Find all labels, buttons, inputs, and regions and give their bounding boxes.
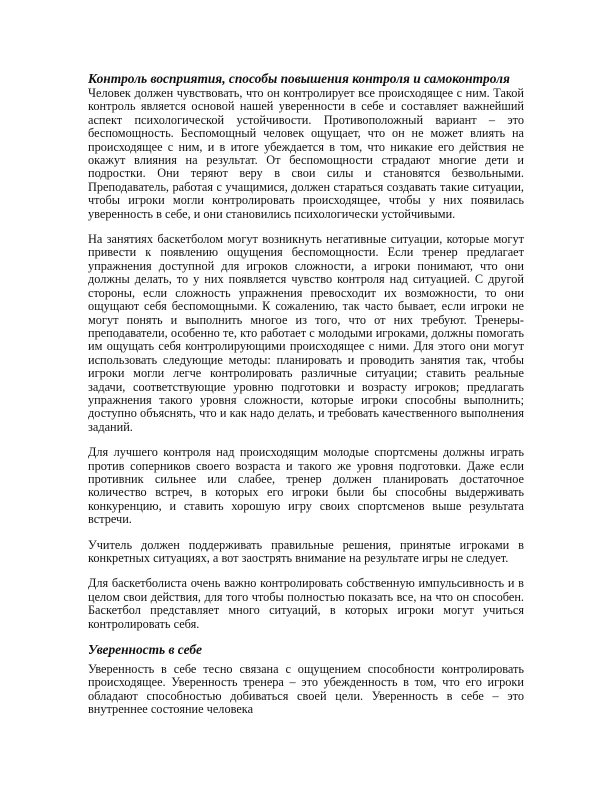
paragraph: На занятиях баскетболом могут возникнуть негативные ситуации, которые могут привести к появлению ощущения беспомощности. Если тренер предлагает упражнения доступной для игроков сложности, а игроки понимают, что они должны делать, то у них появляется чувство контроля над ситуацией. С другой стороны, если сложность упражнения превосходит их возможности, то они ощущают себя беспомощными. К сожалению, так часто бывает, если игроки не могут понять и выполнить многое из того, что от них требуют. Тренеры-преподаватели, особенно те, кто работает с молодыми игроками, должны помогать им ощущать себя контролирующими происходящее с ними. Для этого они могут использовать следующие методы: планировать и проводить занятия так, чтобы игроки могли легче контролировать различные ситуации; ставить реальные задачи, соответствующие уровню подготовки и возрасту игроков; предлагать упражнения такого уровня сложности, которые игроки способны выполнить; доступно объяснять, что и как надо делать, и требовать качественного выполнения заданий.: [88, 232, 524, 434]
paragraph: Учитель должен поддерживать правильные решения, принятые игроками в конкретных ситуациях, а вот заострять внимание на результате игры не следует.: [88, 537, 524, 565]
paragraph: Человек должен чувствовать, что он контролирует все происходящее с ним. Такой контроль является основой нашей уверенности в себе и составляет важнейший аспект психологической устойчивости. Противоположный вариант – это беспомощность. Беспомощный человек ощущает, что он не может влиять на происходящее с ним, и в итоге убеждается в том, что никакие его действия не окажут влияния на результат. От беспомощности страдают многие дети и подростки. Они теряют веру в свои силы и становятся безвольными. Преподаватель, работая с учащимися, должен стараться создавать такие ситуации, чтобы игроки могли контролировать происходящее, чтобы у них появилась уверенность в себе, и они становились психологически устойчивыми.: [88, 86, 524, 221]
paragraph: Для баскетболиста очень важно контролировать собственную импульсивность и в целом свои действия, для того чтобы полностью показать все, на что он способен. Баскетбол представляет много ситуаций, в которых игроки могут учиться контролировать себя.: [88, 576, 524, 631]
paragraph: Для лучшего контроля над происходящим молодые спортсмены должны играть против соперников своего возраста и такого же уровня подготовки. Даже если противник сильнее или слабее, тренер должен планировать достаточное количество встреч, в которых его игроки были бы способны выдерживать конкуренцию, и ставить хорошую игру своих спортсменов выше результата встречи.: [88, 445, 524, 527]
section-heading-perception-control: Контроль восприятия, способы повышения контроля и самоконтроля: [88, 71, 510, 86]
section-heading-self-confidence: Уверенность в себе: [88, 642, 202, 658]
paragraph: Уверенность в себе тесно связана с ощущением способности контролировать происходящее. Уверенность тренера – это убежденность в том, что его игроки обладают способностью добиваться своей цели. Уверенность в себе – это внутреннее состояние человека: [88, 662, 524, 717]
